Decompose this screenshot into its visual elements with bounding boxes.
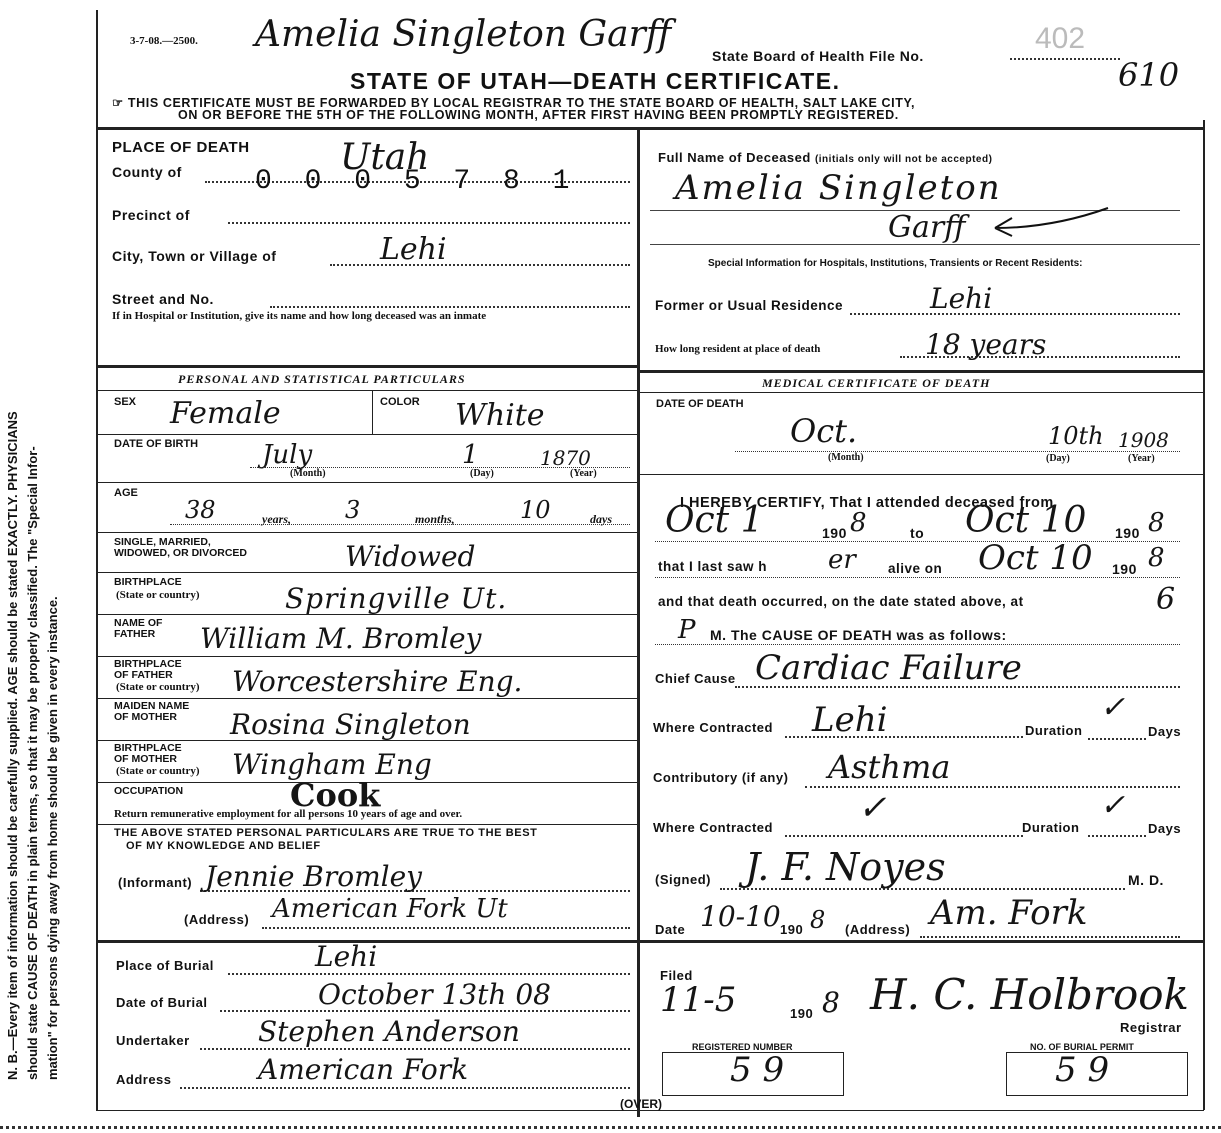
cause-intro: M. The CAUSE OF DEATH was as follows:: [710, 627, 1007, 643]
to-year-digit: 8: [1148, 508, 1165, 538]
age-years: 38: [185, 496, 216, 524]
death-date-rule: [637, 474, 1203, 475]
mother-label-1: MAIDEN NAME: [114, 700, 190, 712]
name-annotation: Amelia Singleton Garff: [255, 14, 672, 55]
bottom-tear-edge: [0, 1126, 1221, 1129]
death-date-day: 10th: [1048, 422, 1104, 450]
father-bp-label-2: OF FATHER: [114, 669, 173, 681]
full-name-line-2: Garff: [888, 210, 966, 245]
occupation-label: OCCUPATION: [114, 785, 184, 797]
permit-number-value: 5 9: [1055, 1050, 1110, 1090]
mother-rule: [96, 740, 637, 741]
file-label: State Board of Health File No.: [712, 48, 924, 64]
personal-heading-rule: [96, 390, 637, 391]
father-bp-state: (State or country): [116, 681, 200, 693]
full-name-rule-2: [650, 244, 1200, 245]
father-value: William M. Bromley: [200, 622, 482, 655]
chief-cause-value: Cardiac Failure: [755, 648, 1022, 688]
permit-label: NO. OF BURIAL PERMIT: [1030, 1042, 1134, 1052]
city-label: City, Town or Village of: [112, 248, 277, 264]
contributory-label: Contributory (if any): [653, 770, 789, 785]
burial-place-line: [228, 973, 630, 975]
last-saw-post: alive on: [888, 561, 943, 576]
father-rule: [96, 656, 637, 657]
duration-days-label: Days: [1148, 724, 1182, 739]
cert-date-label: Date: [655, 922, 686, 937]
cause-intro-line: [655, 644, 1180, 645]
dob-year: 1870: [540, 446, 591, 470]
attest-line-1: THE ABOVE STATED PERSONAL PARTICULARS ARE TRUE TO THE BEST: [114, 827, 538, 839]
cert-year-digit: 8: [810, 906, 826, 934]
medical-heading: MEDICAL CERTIFICATE OF DEATH: [762, 376, 991, 390]
age-label: AGE: [114, 487, 138, 499]
occupation-note: Return remunerative employment for all persons 10 years of age and over.: [114, 808, 463, 820]
age-months: 3: [345, 496, 361, 524]
age-days-word: days: [590, 512, 612, 526]
file-no-hand: 610: [1118, 56, 1180, 94]
birthplace-state: (State or country): [116, 589, 200, 601]
stamp-number: 0 0 0 5 7 8 1: [255, 166, 578, 197]
top-form-border: [96, 127, 1204, 130]
resident-label: How long resident at place of death: [655, 343, 821, 355]
physician-signature: J. F. Noyes: [745, 845, 946, 889]
duration-2-line: [1088, 835, 1146, 837]
occupation-value: Cook: [290, 776, 381, 814]
full-name-line-1: Amelia Singleton: [675, 168, 1002, 208]
sex-value: Female: [170, 396, 281, 431]
duration-2-label: Duration: [1022, 820, 1080, 835]
dob-month-cap: (Month): [290, 468, 326, 479]
birthplace-rule: [96, 614, 637, 615]
cert-year-prefix: 190: [780, 922, 804, 937]
informant-address: American Fork Ut: [272, 894, 508, 924]
cert-address-value: Am. Fork: [930, 893, 1088, 933]
death-date-label: DATE OF DEATH: [656, 398, 744, 410]
undertaker-label: Undertaker: [116, 1033, 190, 1048]
residence-bottom-rule: [637, 370, 1203, 373]
last-saw-hand: er: [828, 545, 856, 575]
special-info: Special Information for Hospitals, Institutions, Transients or Recent Residents:: [708, 258, 1083, 269]
death-date-month: Oct.: [790, 412, 858, 450]
age-rule: [96, 532, 637, 533]
sex-color-divider: [372, 390, 373, 434]
dob-rule: [96, 482, 637, 483]
residence-label: Former or Usual Residence: [655, 298, 844, 313]
reg-number-label: REGISTERED NUMBER: [692, 1042, 793, 1052]
from-year-prefix: 190: [822, 525, 847, 541]
reg-number-value: 5 9: [730, 1050, 785, 1090]
mother-bp-value: Wingham Eng: [232, 748, 432, 781]
cert-address-line: [920, 936, 1180, 938]
last-saw-year-digit: 8: [1148, 543, 1165, 573]
duration-label: Duration: [1025, 723, 1083, 738]
cert-date-value: 10-10: [700, 900, 781, 933]
file-no-typed: 402: [1035, 22, 1086, 55]
to-word: to: [910, 525, 925, 541]
full-name-label-text: Full Name of Deceased: [658, 150, 811, 165]
marital-rule: [96, 572, 637, 573]
burial-place-label: Place of Burial: [116, 958, 214, 973]
duration-2-days-label: Days: [1148, 821, 1182, 836]
attended-line: [655, 541, 1180, 542]
registrar-label: Registrar: [1120, 1020, 1182, 1035]
sex-rule: [96, 434, 637, 435]
undertaker-address-line: [180, 1087, 630, 1089]
instruction-text-1: THIS CERTIFICATE MUST BE FORWARDED BY LOCAL REGISTRAR TO THE STATE BOARD OF HEALTH, SALT LAKE CITY,: [127, 96, 916, 110]
informant-value: Jennie Bromley: [205, 860, 422, 893]
father-bp-value: Worcestershire Eng.: [232, 665, 523, 698]
dob-day: 1: [462, 440, 479, 470]
undertaker-address-label: Address: [116, 1072, 172, 1087]
dob-year-cap: (Year): [570, 468, 597, 479]
where-contracted-value: Lehi: [812, 700, 888, 740]
where-contracted-check: ✓: [858, 788, 887, 828]
burial-date-label: Date of Burial: [116, 995, 208, 1010]
side-note-line-3: mation" for persons dying away from home should be given in every instance.: [45, 596, 60, 1080]
time-value: 6: [1156, 582, 1176, 617]
sex-label: SEX: [114, 396, 137, 408]
residence-line: [850, 313, 1180, 315]
arrow-annotation-icon: [990, 200, 1110, 245]
marital-value: Widowed: [345, 540, 476, 573]
street-line: [270, 306, 630, 308]
street-label: Street and No.: [112, 291, 214, 307]
death-month-cap: (Month): [828, 452, 864, 463]
full-name-note: (initials only will not be accepted): [814, 154, 993, 165]
instruction-line-2: ON OR BEFORE THE 5TH OF THE FOLLOWING MONTH, AFTER FIRST HAVING BEEN PROMPTLY REGISTERED.: [178, 108, 899, 122]
color-label: COLOR: [380, 396, 420, 408]
dob-month: July: [262, 440, 313, 470]
city-line: [330, 264, 630, 266]
age-line: [170, 524, 630, 525]
mother-label-2: OF MOTHER: [114, 711, 177, 723]
duration-check: ✓: [1100, 690, 1126, 725]
burial-date-value: October 13th 08: [318, 978, 551, 1011]
county-value: Utah: [340, 137, 430, 178]
left-margin-rule: [96, 10, 98, 1110]
occupation-rule: [96, 824, 637, 825]
right-border: [1203, 120, 1205, 1110]
place-of-death-heading: PLACE OF DEATH: [112, 139, 250, 156]
duration-2-check: ✓: [1100, 788, 1126, 823]
informant-address-label: (Address): [184, 912, 250, 927]
residence-value: Lehi: [930, 282, 993, 315]
resident-value: 18 years: [925, 328, 1047, 361]
county-label: County of: [112, 164, 182, 180]
last-saw-line: [655, 577, 1180, 578]
father-label-2: FATHER: [114, 628, 156, 640]
father-bp-label-1: BIRTHPLACE: [114, 658, 182, 670]
age-days: 10: [520, 496, 551, 524]
from-year-digit: 8: [850, 508, 867, 538]
birthplace-label: BIRTHPLACE: [114, 576, 182, 588]
occurred-line: and that death occurred, on the date stated above, at: [658, 594, 1024, 609]
dob-label: DATE OF BIRTH: [114, 438, 199, 450]
death-date-line: [735, 451, 1180, 452]
mother-bp-label-1: BIRTHPLACE: [114, 742, 182, 754]
last-saw-date: Oct 10: [978, 538, 1093, 578]
signed-label: (Signed): [655, 872, 711, 887]
where-contracted-2-line: [785, 835, 1023, 837]
last-saw-year-prefix: 190: [1112, 561, 1137, 577]
cert-address-label: (Address): [845, 922, 911, 937]
hospital-note: If in Hospital or Institution, give its name and how long deceased was an inmate: [112, 310, 487, 322]
filed-year-digit: 8: [822, 986, 840, 1019]
mother-bp-state: (State or country): [116, 765, 200, 777]
certify-line: I HEREBY CERTIFY, That I attended deceased from: [680, 495, 1054, 511]
chief-cause-label: Chief Cause: [655, 671, 736, 686]
birthplace-value: Springville Ut.: [285, 582, 508, 615]
center-divider: [637, 127, 640, 1117]
death-day-cap: (Day): [1046, 453, 1070, 464]
undertaker-line: [200, 1048, 630, 1050]
side-note-line-1: N. B.—Every item of information should be carefully supplied. AGE should be stated EXACTLY. PHYSICIANS: [5, 411, 20, 1080]
md-label: M. D.: [1128, 872, 1164, 888]
marital-label-1: SINGLE, MARRIED,: [114, 536, 211, 548]
filed-date: 11-5: [660, 980, 737, 1020]
registrar-signature: H. C. Holbrook: [870, 970, 1189, 1019]
full-name-label: [658, 150, 992, 165]
attest-line-2: OF MY KNOWLEDGE AND BELIEF: [126, 840, 321, 852]
over-label: (OVER): [620, 1097, 662, 1111]
precinct-line: [228, 222, 630, 224]
personal-bottom-rule: [96, 940, 1203, 943]
death-date-year: 1908: [1118, 428, 1169, 452]
burial-place-value: Lehi: [315, 940, 378, 973]
father-bp-rule: [96, 698, 637, 699]
contributory-value: Asthma: [828, 748, 951, 786]
hand-pointer-icon: ☞: [112, 96, 128, 110]
to-year-prefix: 190: [1115, 525, 1140, 541]
medical-heading-rule: [637, 392, 1203, 393]
dob-day-cap: (Day): [470, 468, 494, 479]
color-value: White: [455, 398, 545, 433]
city-value: Lehi: [380, 232, 447, 267]
side-note-line-2: should state CAUSE OF DEATH in plain terms, so that it may be properly classified. The "Special Infor-: [25, 446, 40, 1080]
undertaker-address-value: American Fork: [258, 1053, 469, 1086]
form-code: 3-7-08.—2500.: [130, 35, 198, 47]
informant-address-line: [262, 927, 630, 929]
where-contracted-label: Where Contracted: [653, 720, 773, 735]
personal-heading: PERSONAL AND STATISTICAL PARTICULARS: [178, 372, 466, 386]
certificate-title: STATE OF UTAH—DEATH CERTIFICATE.: [350, 68, 841, 94]
age-months-word: months,: [415, 512, 455, 526]
attended-from-date: Oct 1: [665, 500, 764, 541]
meridiem-value: P: [678, 615, 696, 645]
father-label-1: NAME OF: [114, 617, 163, 629]
mother-value: Rosina Singleton: [230, 708, 471, 741]
death-year-cap: (Year): [1128, 453, 1155, 464]
attended-to-date: Oct 10: [965, 500, 1087, 541]
place-bottom-rule: [96, 365, 637, 368]
filed-label: Filed: [660, 968, 693, 983]
duration-line: [1088, 738, 1146, 740]
filed-year-prefix: 190: [790, 1006, 814, 1021]
undertaker-value: Stephen Anderson: [258, 1015, 520, 1048]
informant-label: (Informant): [118, 875, 193, 890]
last-saw-pre: that I last saw h: [658, 559, 768, 574]
age-years-word: years,: [262, 512, 291, 526]
marital-label-2: WIDOWED, OR DIVORCED: [114, 547, 247, 559]
precinct-label: Precinct of: [112, 207, 190, 223]
mother-bp-label-2: OF MOTHER: [114, 753, 177, 765]
file-no-line: [1010, 58, 1120, 60]
where-contracted-2-label: Where Contracted: [653, 820, 773, 835]
